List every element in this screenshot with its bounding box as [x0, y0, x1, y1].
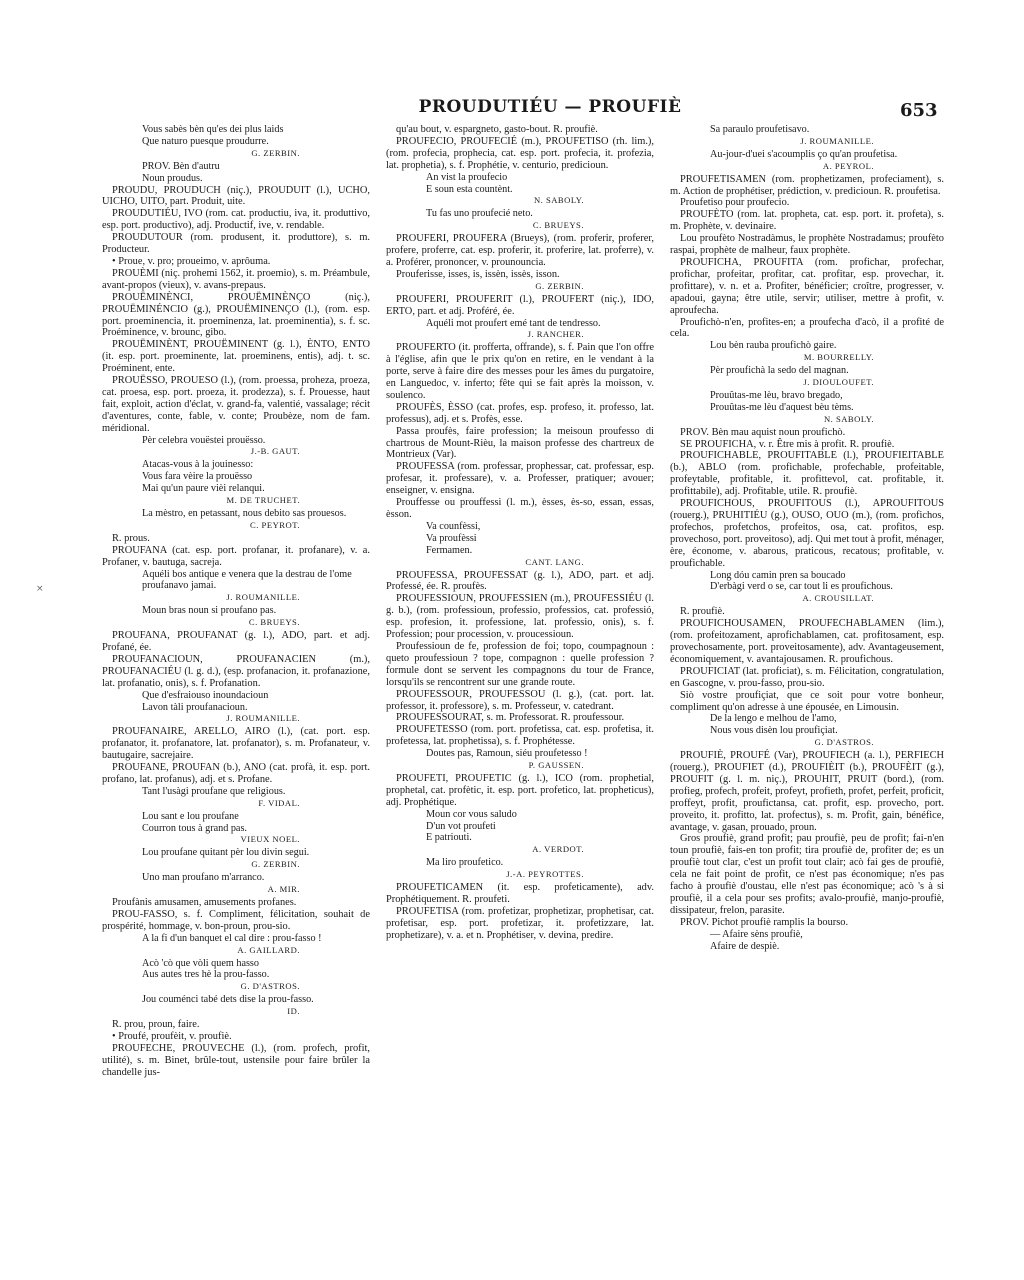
- entry-paragraph: Lou proufèto Nostradàmus, le prophète Nostradamus; proufèto raspai, prophète de malheur, faux prophète.: [670, 233, 944, 257]
- entry-paragraph: PROUFERI, PROUFERIT (l.), PROUFERT (niç.), IDO, ERTO, part. et adj. Proféré, ée.: [386, 293, 654, 317]
- entry-paragraph: Proufànis amusamen, amusements profanes.: [112, 897, 297, 908]
- quotation-line: Va proufèssi: [426, 532, 477, 544]
- attribution: J.-B. GAUT.: [250, 446, 300, 457]
- attribution: P. GAUSSEN.: [528, 760, 584, 771]
- entry-paragraph: PROUFETISAMEN (rom. prophetizamen, profeciament), s. m. Action de prophétiser, prédiction, v. predicioun. R. proufetisa.: [670, 173, 944, 197]
- quotation-line: Va counfèssi,: [426, 520, 481, 532]
- entry-paragraph: PROUFICHA, PROUFITA (rom. profichar, profechar, profichar, profeitar, profitar, cat. profitar, esp. provechar, it. profittare), v. n. et a. Profiter, bénéficier; croître, progresser, v. apadoui, gayna; être utile, servir; utiliser, mettre à profit, v. aproufecha.: [670, 256, 944, 316]
- attribution: J. ROUMANILLE.: [800, 135, 874, 146]
- attribution: A. MIR.: [267, 884, 300, 895]
- quotation-line: Uno man proufano m'arranco.: [142, 872, 265, 884]
- attribution: M. DE TRUCHET.: [226, 495, 300, 506]
- running-head: PROUDUTIÉU — PROUFIÈ: [418, 97, 682, 117]
- entry-paragraph: PROUFESSOURAT, s. m. Professorat. R. proufessour.: [396, 712, 625, 724]
- entry-paragraph: PROUFICHOUSAMEN, PROUFECHABLAMEN (lim.), (rom. profeitozament, aprofichablamen, cat. profitosament, esp. provechosamente, port. proveitosamente), adv. Avantageusement, économiquement, v. avantajousamen. R. proufichous.: [670, 618, 944, 665]
- attribution: N. SABOLY.: [823, 413, 874, 424]
- entry-paragraph: • Proue, v. pro; proueimo, v. aprôuma.: [112, 255, 271, 267]
- attribution: A. VERDOT.: [532, 844, 584, 855]
- attribution: J.-A. PEYROTTES.: [506, 869, 584, 880]
- quotation-line: PROV. Bèn d'autru: [142, 160, 220, 172]
- quotation-line: Pèr proufichà la sedo del magnan.: [710, 365, 849, 377]
- entry-paragraph: PROUFERTO (it. profferta, offrande), s. f. Pain que l'on offre à l'église, afin que le prix qu'on en retire, en le vendant à la porte, serve à faire dire des messes pour les âmes du purgatoire, en Languedoc, v. inferto; fête qui se fait après la moisson, v. soulenco.: [386, 342, 654, 401]
- quotation-line: La mèstro, en petassant, nous debito sas prouesos.: [142, 508, 347, 519]
- attribution: J. DIOULOUFET.: [803, 377, 874, 388]
- quotation-line: — Afaire sèns proufiè,: [710, 928, 803, 940]
- quotation-line: Vous fara vèire la prouësso: [142, 471, 253, 483]
- attribution: ID.: [287, 1006, 300, 1017]
- entry-paragraph: PROU-FASSO, s. f. Compliment, félicitation, souhait de prospérité, hommage, v. bon-proun, prou-sio.: [102, 908, 370, 932]
- quotation-line: D'erbàgi verd o se, car tout li es proufichous.: [710, 581, 893, 593]
- margin-mark: ×: [36, 584, 44, 594]
- quotation-line: Tu fas uno proufecié neto.: [426, 208, 533, 220]
- entry-paragraph: PROUFETICAMEN (it. esp. profeticamente), adv. Prophétiquement. R. proufeti.: [386, 882, 654, 905]
- column-left: [102, 124, 370, 1264]
- entry-paragraph: Gros proufiè, grand profit; pau proufiè, peu de profit; fai-n'en toun proufiè, fais-en ton profit; tira proufiè de, profiter de; es un proufiè tout clar, c'est un profit tout clair; acò fai ges de proufiè, cela ne fait point de profit, ce n'est pas économique; n'es pas facho à proufiè d'oustau, elle n'est pas économique; acò 's à si proufiè, il a cela pour ses profits; avalo-proufiè, manjo-proufiè, dissipateur, frelon, parasite.: [670, 833, 944, 916]
- attribution: G. ZERBIN.: [251, 859, 300, 870]
- entry-paragraph: PROV. Pichot proufiè ramplis la bourso.: [680, 916, 849, 928]
- attribution: VIEUX NOEL.: [240, 834, 300, 845]
- attribution: J. RANCHER.: [527, 329, 584, 340]
- attribution: N. SABOLY.: [533, 195, 584, 206]
- entry-paragraph: PROV. Bèn mau aquist noun proufichò.: [680, 426, 846, 438]
- quotation-line: Aquéli bos antique e venera que la destrau de l'ome proufanavo jamai.: [142, 568, 352, 592]
- quotation-line: E patriouti.: [426, 832, 472, 844]
- quotation-line: Noun proudus.: [142, 172, 203, 184]
- quotation-line: Sa paraulo proufetisavo.: [710, 124, 810, 135]
- quotation-line: Moun bras noun si proufano pas.: [142, 605, 277, 617]
- attribution: C. PEYROT.: [250, 519, 300, 530]
- quotation-line: De la lengo e melhou de l'amo,: [710, 713, 837, 725]
- entry-paragraph: PROUFÈTO (rom. lat. propheta, cat. esp. port. it. profeta), s. m. Prophète, v. devinaire.: [670, 209, 944, 233]
- quotation-line: Fermamen.: [426, 544, 473, 556]
- quotation-line: Lou sant e lou proufane: [142, 810, 239, 822]
- quotation-line: Aquéli mot proufert emé tant de tendresso.: [426, 317, 601, 329]
- entry-paragraph: Prouferisse, isses, is, issèn, issès, isson.: [396, 268, 560, 280]
- entry-paragraph: PROUËSSO, PROUESO (l.), (rom. proessa, proheza, proeza, cat. proesa, esp. port. proeza, it. prodezza), s. f. Prouesse, haut fait, exploit, action d'éclat, v. grand-fa, valentié, vassalage; récit d'aventures, conte, fable, v. conte; Proubèze, nom de fam. méridional.: [102, 375, 370, 434]
- quotation-line: Atacas-vous à la jouinesso:: [142, 459, 254, 471]
- quotation-line: Prouûtas-me lèu, bravo bregado,: [710, 389, 843, 401]
- entry-paragraph: PROUFANA (cat. esp. port. profanar, it. profanare), v. a. Profaner, v. bautuga, sacreja.: [102, 544, 370, 568]
- entry-paragraph: PROUFERI, PROUFERA (Brueys), (rom. proferir, proferer, profere, proferre, cat. esp. proferir, it. proferire, lat. proferre), v. a. Proférer, prononcer, v. prounouncia.: [386, 233, 654, 268]
- quotation-line: Courron tous à grand pas.: [142, 822, 247, 834]
- entry-paragraph: PROUFESSOUR, PROUFESSOU (l. g.), (cat. port. lat. professor, it. professore), s. m. Professeur, v. catedrant.: [386, 688, 654, 712]
- entry-paragraph: PROUFICHOUS, PROUFITOUS (l.), APROUFITOUS (rouerg.), PRUHITIÉU (g.), OUSO, OUO (m.), (rom. profichos, profechos, profetchos, profeitos, osa, cat. profitos, esp. provechoso, port. proveitoso), adj. Qui met tout à profit, ménager, ère, économe, v. abarous, praticous, recatous; profitable, v. proufichable.: [670, 498, 944, 569]
- entry-paragraph: PROUFESSA, PROUFESSAT (g. l.), ADO, part. et adj. Professé, ée. R. proufès.: [386, 569, 654, 593]
- quotation-line: Que d'esfraiouso inoundacioun: [142, 689, 269, 701]
- entry-paragraph: • Proufé, proufèit, v. proufiè.: [112, 1030, 232, 1042]
- column-middle: [386, 124, 654, 1264]
- entry-paragraph: PROUDUTOUR (rom. produsent, it. produttore), s. m. Producteur.: [102, 232, 370, 256]
- entry-paragraph: PROUFÈS, ÈSSO (cat. profes, esp. profeso, it. professo, lat. professus), adj. et s. Profès, esse.: [386, 401, 654, 425]
- entry-paragraph: PROUFETI, PROUFETIC (g. l.), ICO (rom. prophetial, prophetal, cat. profètic, it. esp. port. profetico, lat. propheticus), adj. Prophétique.: [386, 772, 654, 808]
- column-right: [670, 124, 944, 1264]
- entry-paragraph: PROUFETESSO (rom. port. profetissa, cat. esp. profetisa, it. profetessa, lat. prophetissa), s. f. Prophétesse.: [386, 724, 654, 748]
- page-number: 653: [900, 100, 938, 121]
- entry-paragraph: PROUDU, PROUDUCH (niç.), PROUDUIT (l.), UCHO, UICHO, UITO, part. Produit, uite.: [102, 184, 370, 208]
- quotation-line: Afaire de despiè.: [710, 940, 780, 952]
- quotation-line: Moun cor vous saludo: [426, 808, 517, 820]
- entry-paragraph: PROUDUTIÉU, IVO (rom. cat. productiu, iva, it. produttivo, esp. port. productivo), adj. Productif, ive, v. rendable.: [102, 208, 370, 232]
- attribution: A. PEYROL.: [822, 160, 874, 171]
- quotation-line: E soun esta countènt.: [426, 183, 513, 195]
- quotation-line: Aus autes tres hè la prou-fasso.: [142, 969, 270, 981]
- entry-paragraph: R. prous.: [112, 532, 150, 544]
- entry-paragraph: R. prou, proun, faire.: [112, 1019, 200, 1031]
- entry-paragraph: Siò vostre proufiçiat, que ce soit pour votre bonheur, compliment qu'on adresse à une épousée, en Limousin.: [670, 689, 944, 713]
- entry-paragraph: PROUFETISA (rom. profetizar, prophetizar, prophetisar, cat. profetisar, esp. port. profetizar, it. profetizzare, lat. prophetizare), v. a. et n. Prophétiser, v. devina, predire.: [386, 905, 654, 941]
- quotation-line: Long dóu camin pren sa boucado: [710, 569, 846, 581]
- quotation-line: Pèr celebra vouëstei prouësso.: [142, 434, 266, 446]
- entry-paragraph: PROUFICIAT (lat. proficiat), s. m. Félicitation, congratulation, en Gascogne, v. prou-fasso, prou-sio.: [670, 665, 944, 689]
- entry-paragraph: PROUFANA, PROUFANAT (g. l.), ADO, part. et adj. Profané, ée.: [102, 630, 370, 653]
- quotation-line: Au-jour-d'uei s'acoumplis ço qu'an proufetisa.: [710, 148, 898, 160]
- entry-paragraph: PROUËMINÈNT, PROUËMINENT (g. l.), ÈNTO, ENTO (it. esp. port. proeminente, lat. proeminens, entis), adj. t. sc. Proéminent, ente.: [102, 339, 370, 375]
- entry-paragraph: PROUFANE, PROUFAN (b.), ANO (cat. profà, it. esp. port. profano, lat. profanus), adj. et s. Profane.: [102, 762, 370, 785]
- entry-paragraph: PROUËMINÈNCI, PROUËMINÈNÇO (niç.), PROUËMINÉNCIO (g.), PROUËMINENÇO (l.), (rom. esp. port. proeminencia, it. proeminenza, lat. proeminentia), s. f. sc. Proéminence, v. brounc, gibo.: [102, 291, 370, 339]
- entry-paragraph: PROUFECIO, PROUFECIÉ (m.), PROUFETISO (rh. lim.), (rom. profecia, prophecia, cat. esp. port. profecia, it. profezia, lat. prophetia), s. f. Prophétie, v. centurio, predicioun.: [386, 135, 654, 171]
- attribution: G. D'ASTROS.: [814, 737, 874, 748]
- entry-paragraph: PROUFICHABLE, PROUFITABLE (l.), PROUFIEITABLE (b.), ABLO (rom. profichable, profechable, profeitable, profeytable, profitable, it. profittevol, cat. profitable, it. profittabile), adj. Profitable, utile. R. proufiè.: [670, 450, 944, 498]
- quotation-line: Lavon tàli proufanacioun.: [142, 701, 248, 713]
- quotation-line: D'un vot proufeti: [426, 820, 496, 832]
- entry-paragraph: PROUFESSIOUN, PROUFESSIEN (m.), PROUFESSIÉU (l. g. b.), (rom. professioun, professio, professios, cat. professió, esp. profesion, it. professione, lat. professio, onis), s. f. Profession; pour procession, v. proucessioun.: [386, 593, 654, 641]
- entry-paragraph: Proufetiso pour proufecio.: [680, 197, 790, 209]
- quotation-line: Prouûtas-me lèu d'aquest bèu tèms.: [710, 401, 854, 413]
- quotation-line: Vous sabès bèn qu'es dei plus laids: [142, 124, 284, 135]
- quotation-line: A la fi d'un banquet el cal dire : prou-fasso !: [142, 932, 322, 944]
- attribution: G. ZERBIN.: [251, 147, 300, 158]
- quotation-line: An vist la proufecio: [426, 171, 508, 183]
- quotation-line: Que naturo puesque proudurre.: [142, 135, 269, 147]
- quotation-line: Doutes pas, Ramoun, siéu proufetesso !: [426, 748, 588, 760]
- entry-paragraph: PROUFANAIRE, ARELLO, AIRO (l.), (cat. port. esp. profanator, it. profanatore, lat. profanator), s. m. Profanateur, v. bautugaire, sacrejaire.: [102, 726, 370, 762]
- quotation-line: Nous vous disèn lou proufiçiat.: [710, 725, 838, 737]
- entry-paragraph: Proufichò-n'en, profites-en; a proufecha d'acò, il a profité de cela.: [670, 316, 944, 340]
- attribution: G. D'ASTROS.: [240, 981, 300, 992]
- entry-paragraph: SE PROUFICHA, v. r. Être mis à profit. R. proufiè.: [680, 438, 895, 450]
- entry-paragraph: Proufessioun de fe, profession de foi; topo, coumpagnoun : queto proufessioun ? tope, compagnon : quelle profession ? formule dont se servent les compagnons du tour de France, lorsqu'ils se rencontrent sur une grande route.: [386, 640, 654, 688]
- attribution: C. BRUEYS.: [248, 617, 300, 628]
- entry-paragraph: qu'au bout, v. espargneto, gasto-bout. R. proufiè.: [396, 124, 598, 135]
- entry-paragraph: R. proufiè.: [680, 606, 725, 618]
- quotation-line: Tant l'usàgi proufane que religious.: [142, 785, 286, 797]
- quotation-line: Lou bèn rauba proufichò gaire.: [710, 340, 837, 352]
- attribution: M. BOURRELLY.: [803, 352, 874, 363]
- entry-paragraph: PROUFESSA (rom. professar, prophessar, cat. professar, esp. profesar, it. professare), v. a. Professer, pratiquer; avouer; enseigner, v. ensigna.: [386, 461, 654, 497]
- quotation-line: Lou proufane quitant pèr lou divin segui.: [142, 847, 310, 859]
- attribution: J. ROUMANILLE.: [226, 592, 300, 603]
- attribution: A. GAILLARD.: [237, 944, 300, 955]
- entry-paragraph: Prouffesse ou prouffessi (l. m.), èsses, ès-so, essan, essas, èsson.: [386, 497, 654, 520]
- quotation-line: Mai qu'un paure vièi relanqui.: [142, 483, 265, 495]
- entry-paragraph: Passa proufès, faire profession; la meisoun proufesso di chartrous de Mount-Rièu, la maison professe des chartreux de Montrieux (Var).: [386, 425, 654, 461]
- quotation-line: Ma liro proufetico.: [426, 857, 504, 869]
- entry-paragraph: PROUÈMI (niç. prohemi 1562, it. proemio), s. m. Préambule, avant-propos (vieux), v. avans-prepaus.: [102, 267, 370, 291]
- quotation-line: Acò 'cò que vòli quem hasso: [142, 957, 259, 969]
- entry-paragraph: PROUFECHE, PROUVECHE (l.), (rom. profech, profit, utilité), s. m. Binet, brûle-tout, ustensile pour faire brûler la chandelle jus-: [102, 1042, 370, 1078]
- attribution: A. CROUSILLAT.: [802, 593, 874, 604]
- attribution: J. ROUMANILLE.: [226, 713, 300, 724]
- attribution: C. BRUEYS.: [532, 220, 584, 231]
- entry-paragraph: PROUFIÈ, PROUFÉ (Var), PROUFIECH (a. l.), PERFIECH (rouerg.), PROUFIET (d.), PROUFIÈIT (b.), PROUFÈIT (g.), PROUFIT (g. l. m. niç.), PROUHIT, PRUIT (bord.), (rom. profieg, profech, profeit, profeyt, profieth, profet, perfeit, proficit, proffeyt, profit, proufictansa, cat. profit, esp. provecho, port. proveito, it. profitto, lat. profectus), s. m. Profit, gain, bénéfice, avantage, v. gasan, prouado, proun.: [670, 750, 944, 833]
- attribution: G. ZERBIN.: [535, 280, 584, 291]
- entry-paragraph: PROUFANACIOUN, PROUFANACIEN (m.), PROUFANACIÉU (l. g. d.), (esp. profanacion, it. profanazione, lat. profanatio, onis), s. f. Profanation.: [102, 653, 370, 689]
- quotation-line: Jou couménci tabé dets dise la prou-fasso.: [142, 994, 314, 1006]
- attribution: F. VIDAL.: [258, 797, 300, 808]
- attribution: CANT. LANG.: [525, 556, 584, 567]
